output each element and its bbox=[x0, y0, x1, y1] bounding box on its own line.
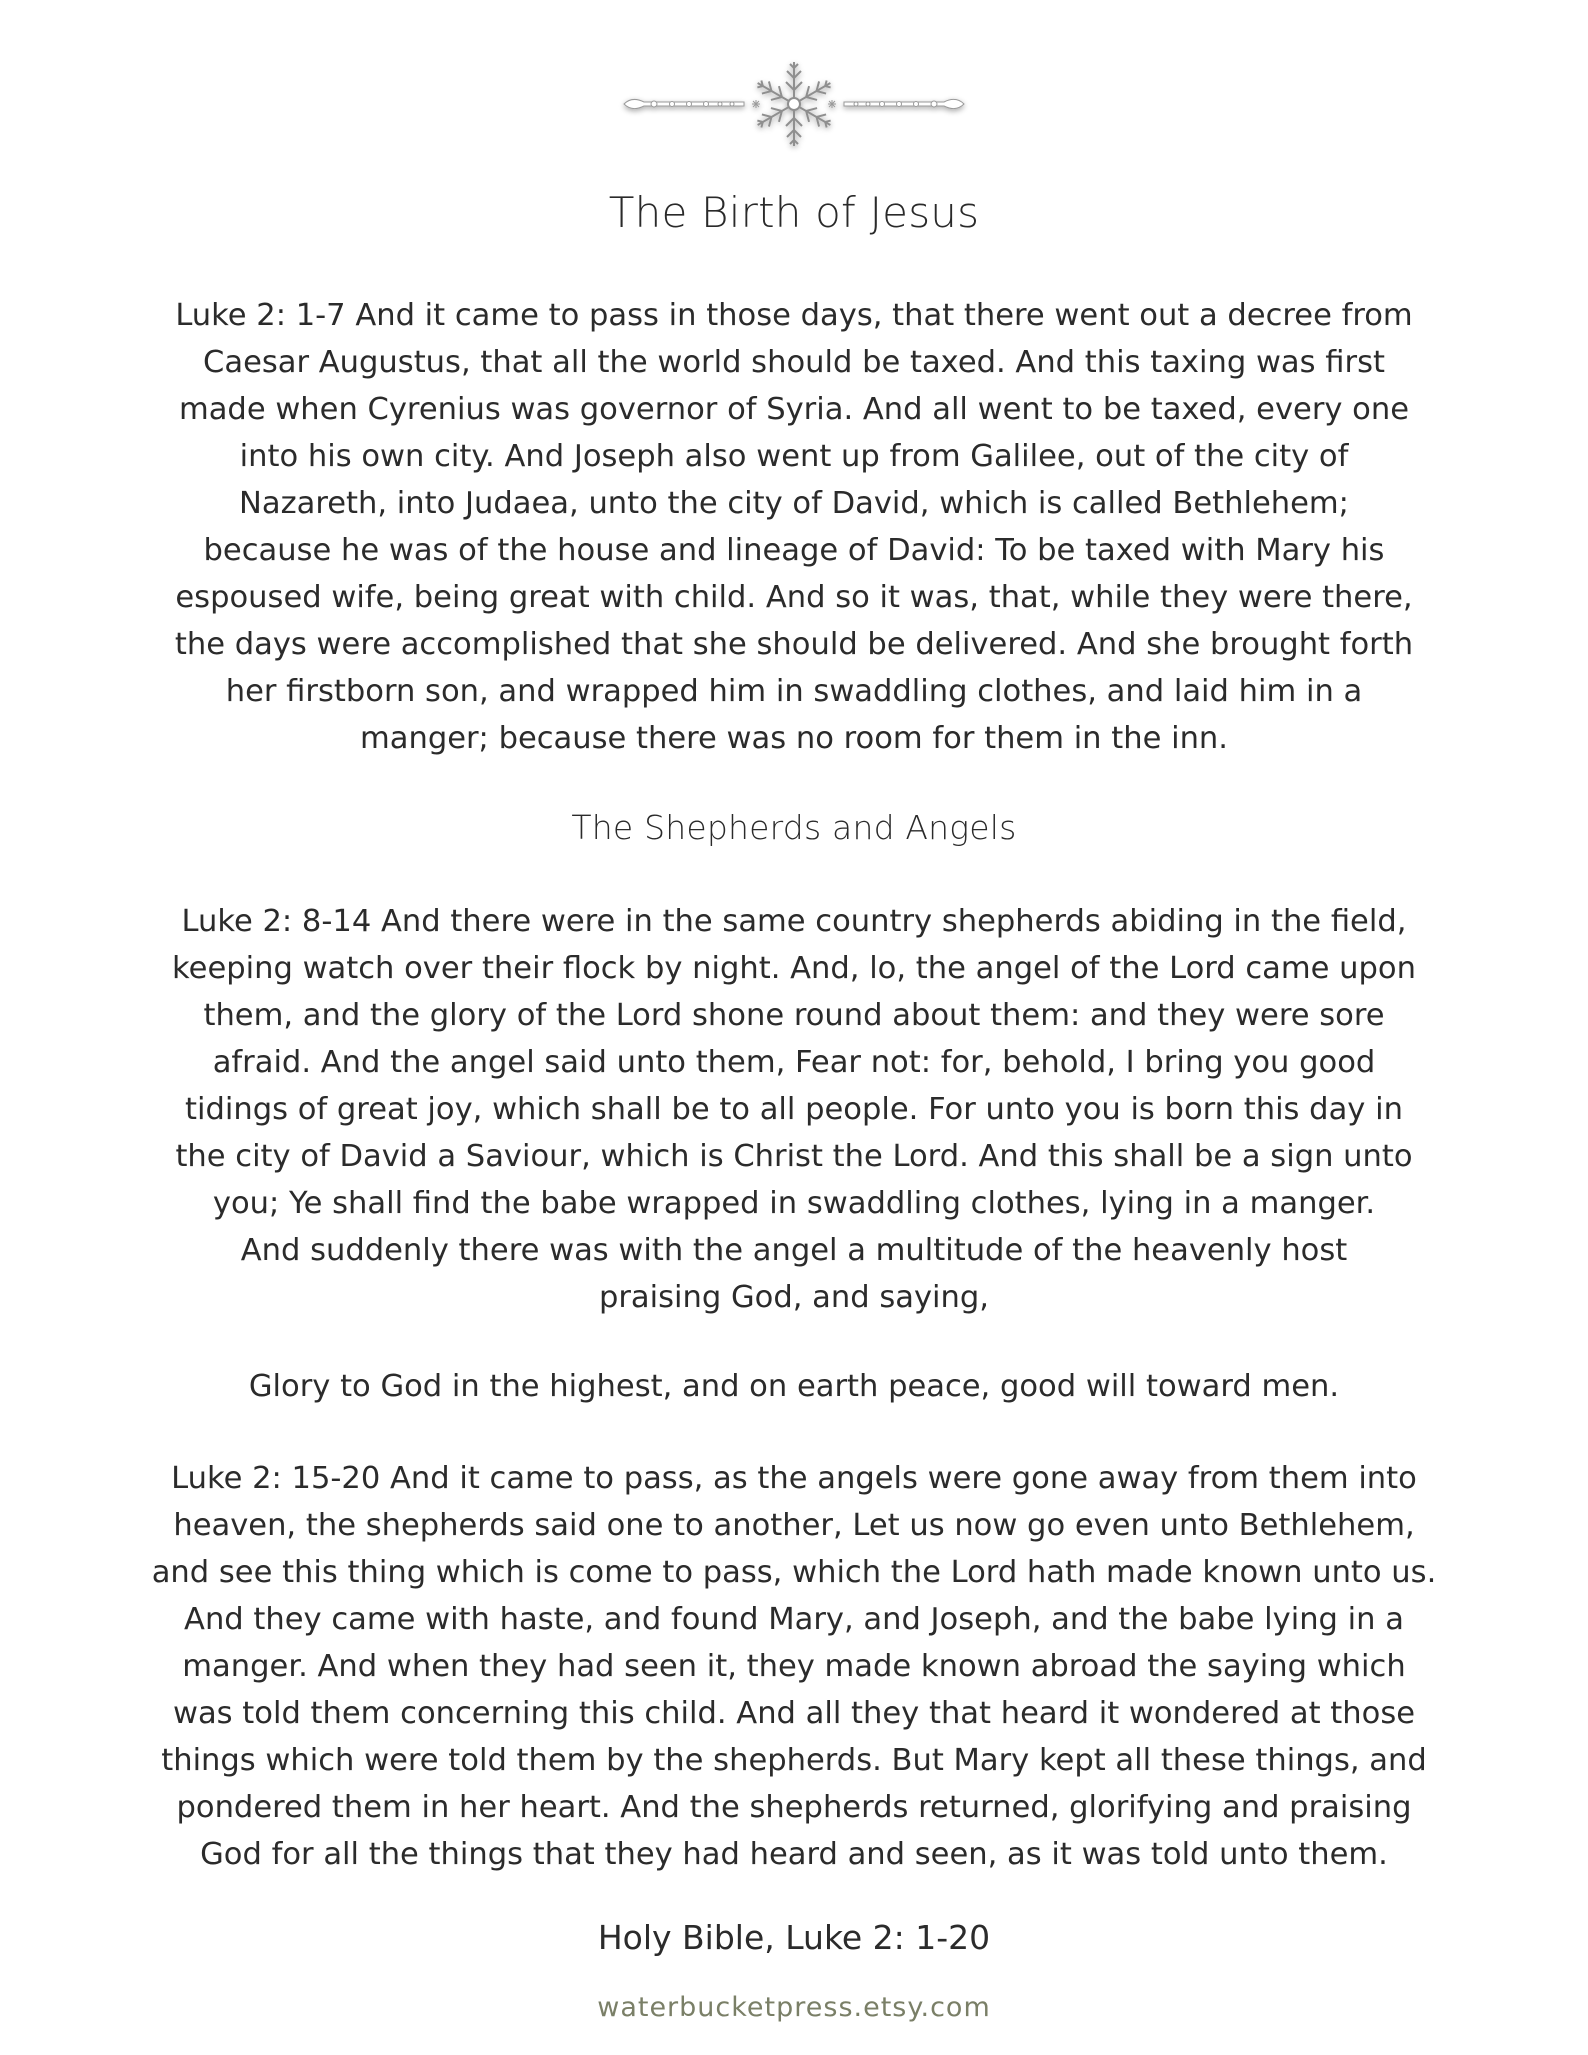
passage-line: the days were accomplished that she should be delivered. And she brought forth bbox=[174, 627, 1414, 662]
passage-line: the city of David a Saviour, which is Christ the Lord. And this shall be a sign unto bbox=[175, 1139, 1413, 1174]
passage-line: her firstborn son, and wrapped him in swaddling clothes, and laid him in a bbox=[225, 674, 1363, 709]
passage-line: because he was of the house and lineage of David: To be taxed with Mary his bbox=[203, 533, 1385, 568]
passage-line: pondered them in her heart. And the shepherds returned, glorifying and praising bbox=[176, 1790, 1412, 1825]
passage-line: And they came with haste, and found Mary, and Joseph, and the babe lying in a bbox=[184, 1602, 1404, 1637]
scripture-citation: Holy Bible, Luke 2: 1-20 bbox=[597, 1918, 991, 1957]
gloria-verse bbox=[0, 1363, 1588, 1410]
passage-line: made when Cyrenius was governor of Syria. And all went to be taxed, every one bbox=[178, 392, 1410, 427]
passage-line: Luke 2: 15-20 And it came to pass, as the angels were gone away from them into bbox=[171, 1461, 1417, 1496]
passage-line: Luke 2: 1-7 And it came to pass in those days, that there went out a decree from bbox=[175, 298, 1413, 333]
gloria-line: Glory to God in the highest, and on earth peace, good will toward men. bbox=[248, 1369, 1340, 1404]
passage-line: And suddenly there was with the angel a multitude of the heavenly host bbox=[240, 1233, 1348, 1268]
passage-line: espoused wife, being great with child. And so it was, that, while they were there, bbox=[175, 580, 1413, 615]
passage-line: manger; because there was no room for them in the inn. bbox=[359, 721, 1229, 756]
passage-line: heaven, the shepherds said one to another, Let us now go even unto Bethlehem, bbox=[173, 1508, 1415, 1543]
passage-line: keeping watch over their flock by night. And, lo, the angel of the Lord came upon bbox=[172, 951, 1416, 986]
passage-line: God for all the things that they had heard and seen, as it was told unto them. bbox=[200, 1837, 1388, 1872]
snowflake-divider-icon bbox=[594, 50, 994, 158]
passage-luke-2-15-20 bbox=[0, 1455, 1588, 1878]
passage-line: you; Ye shall find the babe wrapped in swaddling clothes, lying in a manger. bbox=[212, 1186, 1376, 1221]
passage-line: things which were told them by the shepherds. But Mary kept all these things, and bbox=[161, 1743, 1427, 1778]
passage-line: Luke 2: 8-14 And there were in the same country shepherds abiding in the field, bbox=[181, 904, 1407, 939]
passage-line: Nazareth, into Judaea, unto the city of David, which is called Bethlehem; bbox=[239, 486, 1349, 521]
passage-line: praising God, and saying, bbox=[598, 1280, 990, 1315]
section-title-shepherds: The Shepherds and Angels bbox=[571, 808, 1017, 847]
passage-luke-2-8-14 bbox=[0, 898, 1588, 1321]
passage-line: into his own city. And Joseph also went up from Galilee, out of the city of bbox=[239, 439, 1349, 474]
passage-line: Caesar Augustus, that all the world should be taxed. And this taxing was first bbox=[203, 345, 1385, 380]
passage-line: and see this thing which is come to pass, which the Lord hath made known unto us. bbox=[151, 1555, 1437, 1590]
passage-line: tidings of great joy, which shall be to all people. For unto you is born this day in bbox=[185, 1092, 1403, 1127]
passage-line: afraid. And the angel said unto them, Fear not: for, behold, I bring you good bbox=[212, 1045, 1376, 1080]
website-url: waterbucketpress.etsy.com bbox=[597, 1992, 991, 2023]
section-title-birth: The Birth of Jesus bbox=[608, 188, 980, 237]
passage-luke-2-1-7 bbox=[0, 292, 1588, 762]
passage-line: was told them concerning this child. And all they that heard it wondered at those bbox=[172, 1696, 1416, 1731]
passage-line: manger. And when they had seen it, they made known abroad the saying which bbox=[182, 1649, 1406, 1684]
passage-line: them, and the glory of the Lord shone round about them: and they were sore bbox=[203, 998, 1385, 1033]
